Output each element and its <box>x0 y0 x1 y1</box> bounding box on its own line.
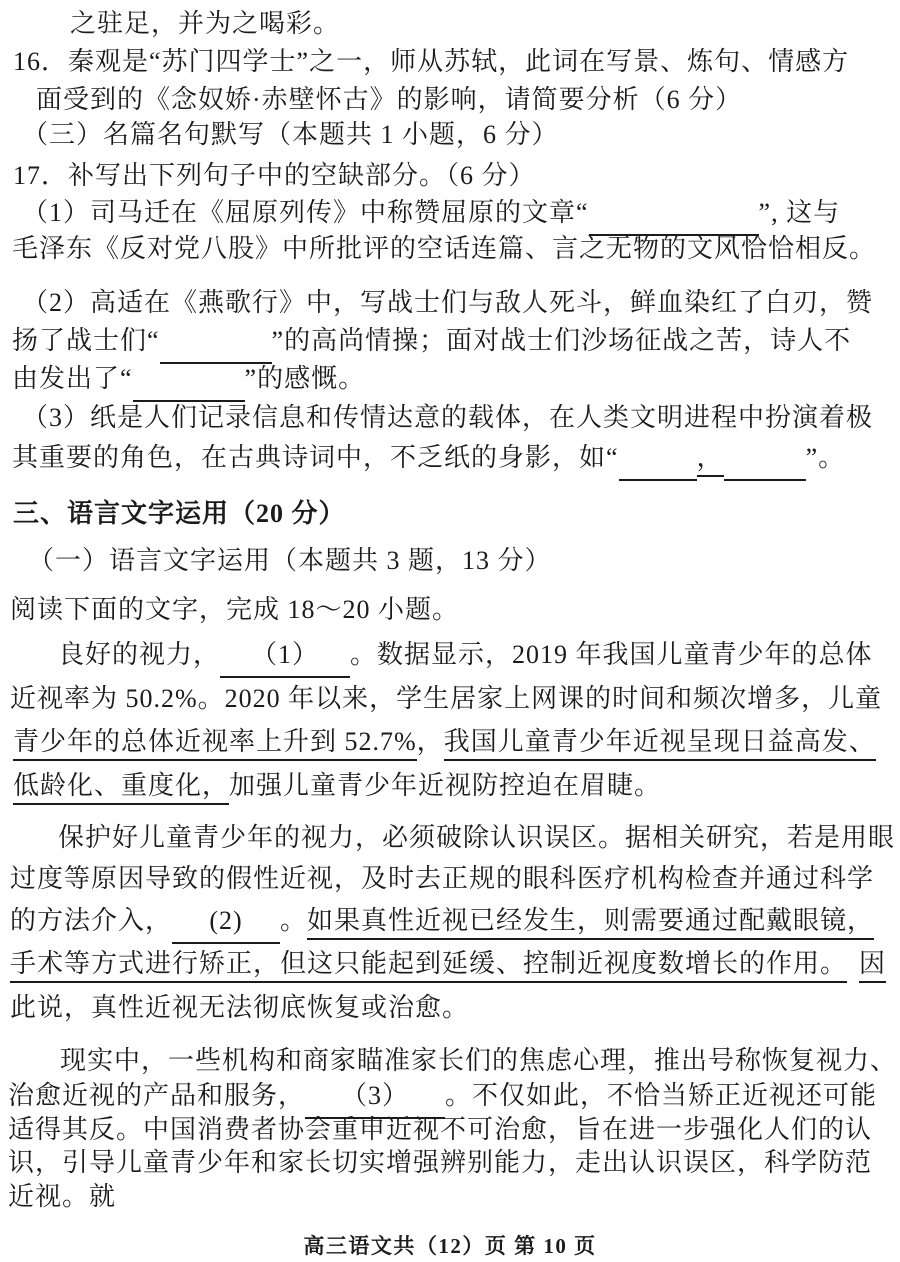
text-segment: 治愈近视的产品和服务， <box>8 1081 306 1110</box>
text-segment: 加强儿童青少年近视防控迫在眉睫。 <box>229 771 662 800</box>
line-passage1-4 <box>13 768 661 804</box>
text-segment: （3）纸是人们记录信息和传情达意的载体，在人类文明进程中扮演着极 <box>22 403 874 432</box>
underlined-text-segment: ， <box>697 443 724 477</box>
line-q17-3b <box>12 440 845 481</box>
text-segment: 之驻足，并为之喝彩。 <box>70 9 341 38</box>
page-footer <box>0 1228 900 1262</box>
text-segment: 由发出了“ <box>12 364 133 393</box>
underlined-text-segment: 我国儿童青少年近视呈现日益高发、 <box>444 727 876 761</box>
line-passage1-3 <box>13 724 876 760</box>
text-segment: 近视。就 <box>8 1182 117 1211</box>
line-q17-1b <box>12 231 876 267</box>
text-segment: ， <box>416 727 444 756</box>
text-segment: （三）名篇名句默写（本题共 1 小题，6 分） <box>22 120 559 149</box>
text-segment: （一）语言文字运用（本题共 3 题，13 分） <box>28 546 552 575</box>
underlined-text-segment: 手术等方式进行矫正，但这只能起到延缓、控制近视度数增长的作用。 <box>10 949 847 983</box>
text-segment: 高三语文共（12）页 第 10 页 <box>303 1234 597 1258</box>
text-segment: ”的感慨。 <box>244 364 366 393</box>
text-segment: 毛泽东《反对党八股》中所批评的空话连篇、言之无物的文风恰恰相反。 <box>12 234 877 263</box>
underlined-text-segment: 青少年的总体近视率上升到 52.7% <box>13 727 417 761</box>
answer-blank <box>589 195 759 236</box>
line-q16-1 <box>13 44 849 80</box>
text-segment: （1）司马迁在《屈原列传》中称赞屈原的文章“ <box>22 198 589 227</box>
line-q17-2b <box>12 323 851 364</box>
underlined-text-segment: 因 <box>859 949 886 983</box>
line-passage2-5 <box>10 990 469 1026</box>
line-passage3-4 <box>8 1145 872 1181</box>
text-segment: ”的高尚情操；面对战士们沙场征战之苦，诗人不 <box>271 326 852 355</box>
line-q16-2 <box>36 82 742 118</box>
text-segment: 。 <box>280 906 308 935</box>
answer-blank: （3） <box>305 1078 445 1119</box>
text-segment: 适得其反。中国消费者协会重申近视不可治愈，旨在进一步强化人们的认 <box>8 1115 873 1144</box>
text-segment: 的方法介入， <box>10 906 173 935</box>
text-segment: 17．补写出下列句子中的空缺部分。（6 分） <box>13 161 536 190</box>
line-passage2-4 <box>10 946 886 982</box>
text-segment: 。不仅如此，不恰当矫正近视还可能 <box>445 1081 878 1110</box>
text-segment: 保护好儿童青少年的视力，必须破除认识误区。据相关研究，若是用眼 <box>58 823 896 852</box>
line-section-iii-header <box>22 117 559 153</box>
line-passage3-1 <box>60 1043 897 1079</box>
line-passage2-2 <box>10 861 874 897</box>
line-passage1-1 <box>58 637 873 678</box>
line-reading-instruction <box>10 592 459 628</box>
underlined-text-segment: 低龄化、重度化， <box>13 771 229 805</box>
text-segment: ”, 这与 <box>758 198 841 227</box>
line-part-iii-heading <box>13 496 346 532</box>
line-passage3-5 <box>8 1179 116 1215</box>
answer-blank <box>724 440 806 481</box>
line-q17-3a <box>22 400 873 436</box>
line-passage2-1 <box>58 820 895 856</box>
text-segment: ”。 <box>805 443 846 472</box>
line-passage2-3 <box>10 903 874 944</box>
text-segment: 面受到的《念奴娇·赤壁怀古》的影响，请简要分析（6 分） <box>36 85 743 114</box>
text-segment: 阅读下面的文字，完成 18～20 小题。 <box>10 595 460 624</box>
line-q17-2c <box>12 361 365 402</box>
text-segment: 此说，真性近视无法彻底恢复或治愈。 <box>10 993 470 1022</box>
text-segment: 现实中，一些机构和商家瞄准家长们的焦虑心理，推出号称恢复视力、 <box>60 1046 898 1075</box>
answer-blank <box>160 323 272 364</box>
answer-blank: （1） <box>220 637 350 678</box>
text-segment: 其重要的角色，在古典诗词中，不乏纸的身影，如“ <box>12 443 619 472</box>
text-segment: 过度等原因导致的假性近视，及时去正规的眼科医疗机构检查并通过科学 <box>10 864 875 893</box>
line-q17-1a <box>22 195 840 236</box>
answer-blank <box>133 361 245 402</box>
line-q17-stem <box>13 158 536 194</box>
line-q17-2a <box>22 285 873 321</box>
text-segment: 识，引导儿童青少年和家长切实增强辨别能力，走出认识误区，科学防范 <box>8 1148 873 1177</box>
line-passage1-2 <box>10 681 882 717</box>
text-segment: 16．秦观是“苏门四学士”之一，师从苏轼，此词在写景、炼句、情感方 <box>13 47 850 76</box>
answer-blank <box>619 440 697 481</box>
underlined-text-segment: 如果真性近视已经发生，则需要通过配戴眼镜， <box>307 906 874 940</box>
line-part-iii-sub <box>28 543 552 579</box>
line-tail-prev-question <box>70 6 340 42</box>
text-segment: 三、语言文字运用（20 分） <box>13 499 346 528</box>
answer-blank: (2) <box>172 903 280 944</box>
text-segment: 。数据显示，2019 年我国儿童青少年的总体 <box>350 640 873 669</box>
text-segment: 良好的视力， <box>58 640 221 669</box>
text-segment: （2）高适在《燕歌行》中，写战士们与敌人死斗，鲜血染红了白刃，赞 <box>22 288 874 317</box>
text-segment: 近视率为 50.2%。2020 年以来，学生居家上网课的时间和频次增多，儿童 <box>10 684 883 713</box>
line-passage3-3 <box>8 1112 872 1148</box>
text-segment: 扬了战士们“ <box>12 326 160 355</box>
